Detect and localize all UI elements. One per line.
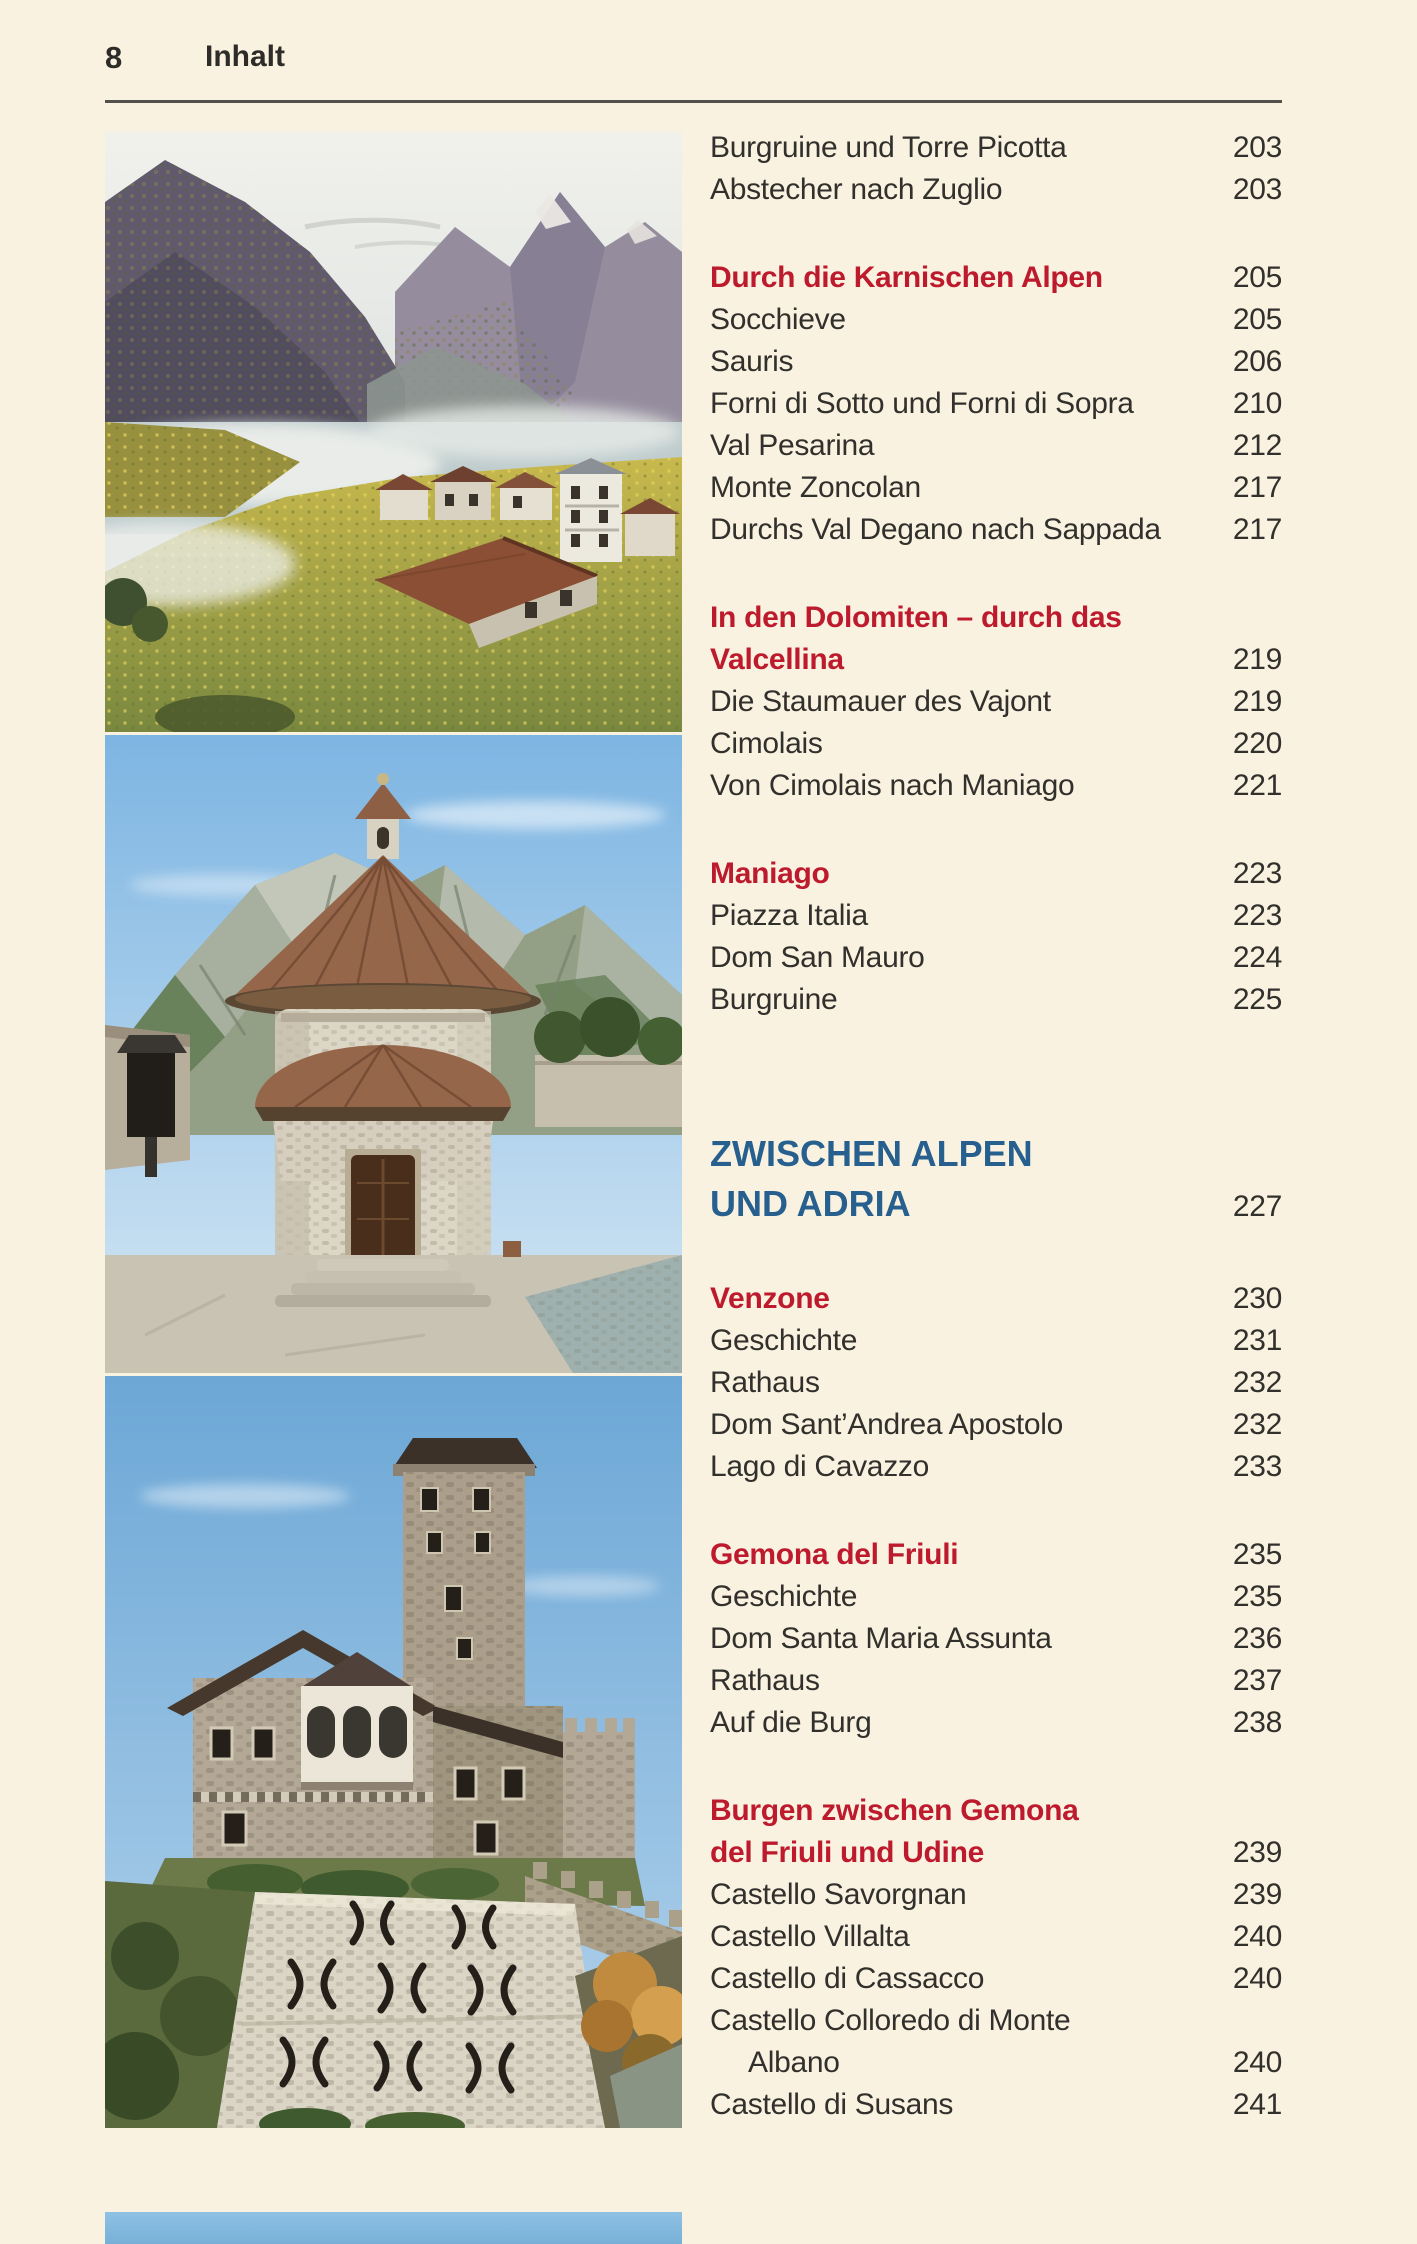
toc-entry-row: [710, 1874, 1282, 1916]
toc-entry-page: 237: [1232, 1664, 1282, 1697]
partial-sky-photo-strip: [105, 2212, 682, 2244]
toc-entry-title: Geschichte: [710, 1324, 858, 1357]
toc-entry-page: 224: [1232, 941, 1282, 974]
toc-entry-page: 238: [1232, 1706, 1282, 1739]
toc-heading-title: Burgen zwischen Gemona: [710, 1794, 1079, 1827]
toc-entry-row: [710, 723, 1282, 765]
toc-entry-page: 210: [1232, 387, 1282, 420]
castle-tower-photo: [105, 1376, 682, 2128]
toc-entry-page: 219: [1232, 643, 1282, 676]
page-title: Inhalt: [205, 40, 285, 73]
toc-entry-title: Castello Villalta: [710, 1920, 910, 1953]
toc-entry-page: 223: [1232, 857, 1282, 890]
toc-entry-page: 203: [1232, 131, 1282, 164]
toc-entry-row: [710, 937, 1282, 979]
toc-entry-title: Cimolais: [710, 727, 823, 760]
toc-entry-row: [710, 1618, 1282, 1660]
toc-entry-title: Auf die Burg: [710, 1706, 872, 1739]
toc-heading-title: Valcellina: [710, 643, 844, 676]
toc-entry-row: [710, 1702, 1282, 1744]
toc-entry-row: [710, 169, 1282, 211]
toc-entry-row: [710, 765, 1282, 807]
toc-entry-title: Forni di Sotto und Forni di Sopra: [710, 387, 1134, 420]
toc-entry-title: Von Cimolais nach Maniago: [710, 769, 1075, 802]
toc-heading-row: [710, 597, 1282, 639]
toc-entry-page: 232: [1232, 1408, 1282, 1441]
toc-entry-title: Val Pesarina: [710, 429, 875, 462]
page-number: 8: [105, 40, 123, 75]
toc-entry-row: [710, 425, 1282, 467]
toc-entry-page: 240: [1232, 1920, 1282, 1953]
toc-heading-row: [710, 1534, 1282, 1576]
toc-entry-title: Burgruine und Torre Picotta: [710, 131, 1067, 164]
toc-entry-row: [710, 1576, 1282, 1618]
toc-entry-page: 230: [1232, 1282, 1282, 1315]
toc-entry-row: [710, 509, 1282, 551]
toc-entry-row: [710, 1958, 1282, 2000]
toc-entry-title: Lago di Cavazzo: [710, 1450, 929, 1483]
toc-entry-title: Castello di Susans: [710, 2088, 954, 2121]
toc-entry-page: 240: [1232, 1962, 1282, 1995]
toc-entry-title: Geschichte: [710, 1580, 858, 1613]
toc-entry-page: 235: [1232, 1580, 1282, 1613]
toc-entry-row: [710, 979, 1282, 1021]
toc-entry-page: 225: [1232, 983, 1282, 1016]
toc-entry-page: 217: [1232, 513, 1282, 546]
toc-section: [710, 127, 1282, 211]
toc-entry-page: 241: [1232, 2088, 1282, 2121]
mountain-valley-village-photo: [105, 132, 682, 732]
toc-entry-page: 223: [1232, 899, 1282, 932]
toc-entry-title: Castello Savorgnan: [710, 1878, 967, 1911]
toc-heading-row: [710, 853, 1282, 895]
toc-entry-title: Durchs Val Degano nach Sappada: [710, 513, 1161, 546]
toc-heading-title: Venzone: [710, 1282, 830, 1315]
toc-heading-title: Durch die Karnischen Alpen: [710, 261, 1103, 294]
toc-entry-row: [710, 895, 1282, 937]
toc-entry-page: 233: [1232, 1450, 1282, 1483]
toc-entry-title: Albano: [748, 2046, 840, 2079]
toc-entry-page: 239: [1232, 1836, 1282, 1869]
toc-entry-row: [710, 1404, 1282, 1446]
toc-entry-page: 205: [1232, 303, 1282, 336]
toc-heading-row: [710, 1129, 1282, 1179]
toc-entry-page: 206: [1232, 345, 1282, 378]
toc-entry-page: 235: [1232, 1538, 1282, 1571]
toc-section: [710, 1278, 1282, 1488]
toc-entry-page: 240: [1232, 2046, 1282, 2079]
header-rule: [105, 100, 1282, 103]
toc-entry-title: Rathaus: [710, 1664, 820, 1697]
toc-entry-row: [710, 1362, 1282, 1404]
toc-entry-row: [710, 1320, 1282, 1362]
toc-entry-page: 203: [1232, 173, 1282, 206]
toc-entry-row: [710, 2084, 1282, 2126]
toc-entry-row: [710, 2000, 1282, 2042]
toc-section: [710, 1534, 1282, 1744]
toc-section: [710, 1790, 1282, 2126]
toc-entry-title: Piazza Italia: [710, 899, 868, 932]
toc-entry-title: Burgruine: [710, 983, 838, 1016]
toc-heading-title: del Friuli und Udine: [710, 1836, 984, 1869]
toc-entry-title: Dom Santa Maria Assunta: [710, 1622, 1052, 1655]
toc-entry-row: [710, 1660, 1282, 1702]
toc-entry-row: [710, 467, 1282, 509]
toc-entry-page: 221: [1232, 769, 1282, 802]
toc-entry-page: 219: [1232, 685, 1282, 718]
toc-heading-row: [710, 1832, 1282, 1874]
toc-entry-page: 217: [1232, 471, 1282, 504]
toc-heading-row: [710, 639, 1282, 681]
toc-entry-page: 239: [1232, 1878, 1282, 1911]
toc-heading-row: [710, 1179, 1282, 1232]
toc-entry-row: [710, 341, 1282, 383]
toc-entry-title: Sauris: [710, 345, 794, 378]
toc-entry-title: Dom Sant’Andrea Apostolo: [710, 1408, 1064, 1441]
toc-entry-page: 227: [1232, 1190, 1282, 1223]
toc-entry-page: 232: [1232, 1366, 1282, 1399]
round-stone-church-photo: [105, 735, 682, 1373]
toc-entry-page: 236: [1232, 1622, 1282, 1655]
toc-entry-title: Castello Colloredo di Monte: [710, 2004, 1071, 2037]
toc-entry-row: [710, 383, 1282, 425]
toc-section: [710, 257, 1282, 551]
toc-entry-page: 231: [1232, 1324, 1282, 1357]
toc-entry-title: Abstecher nach Zuglio: [710, 173, 1003, 206]
toc-entry-page: 220: [1232, 727, 1282, 760]
toc-entry-row: [710, 127, 1282, 169]
toc-heading-title: Maniago: [710, 857, 830, 890]
toc-heading-title: UND ADRIA: [710, 1183, 911, 1224]
toc-entry-title: Die Staumauer des Vajont: [710, 685, 1051, 718]
toc-entry-title: Dom San Mauro: [710, 941, 925, 974]
toc-heading-row: [710, 257, 1282, 299]
toc-section: [710, 853, 1282, 1021]
toc-heading-title: Gemona del Friuli: [710, 1538, 959, 1571]
toc-entry-page: 212: [1232, 429, 1282, 462]
toc-entry-page: 205: [1232, 261, 1282, 294]
toc-entry-row: [710, 681, 1282, 723]
toc-entry-row: [710, 1916, 1282, 1958]
toc-entry-row: [710, 299, 1282, 341]
toc-entry-row: [710, 2042, 1282, 2084]
toc-entry-title: Rathaus: [710, 1366, 820, 1399]
toc-entry-title: Socchieve: [710, 303, 846, 336]
toc-heading-title: In den Dolomiten – durch das: [710, 601, 1122, 634]
toc-heading-row: [710, 1790, 1282, 1832]
toc-entry-row: [710, 1446, 1282, 1488]
toc-heading-title: ZWISCHEN ALPEN: [710, 1133, 1033, 1174]
toc-section: [710, 597, 1282, 807]
table-of-contents: [710, 127, 1282, 2126]
toc-entry-title: Monte Zoncolan: [710, 471, 921, 504]
toc-section: [710, 1129, 1282, 1232]
toc-heading-row: [710, 1278, 1282, 1320]
toc-entry-title: Castello di Cassacco: [710, 1962, 985, 1995]
